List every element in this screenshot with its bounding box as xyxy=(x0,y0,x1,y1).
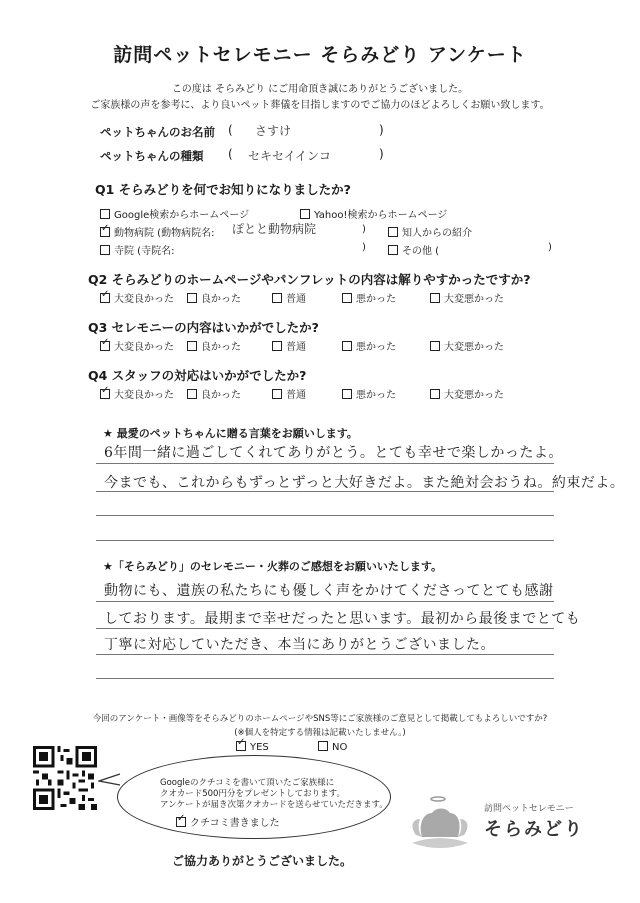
q4-option-label: 悪かった xyxy=(356,390,396,401)
q1-temple-close: ) xyxy=(362,242,366,253)
checkbox-icon[interactable] xyxy=(342,341,352,351)
pet-angel-logo-icon xyxy=(408,793,472,853)
consent-note: (※個人を特定する情報は記載いたしません。) xyxy=(234,728,406,738)
q3-option-very-good[interactable] xyxy=(100,338,174,353)
pet-type-value[interactable]: セキセイインコ xyxy=(248,149,332,163)
writing-line xyxy=(96,463,554,464)
bubble-line-2: クオカード500円分をプレゼントしております。 xyxy=(160,789,345,799)
q2-option-label: 悪かった xyxy=(356,294,396,305)
checkbox-icon[interactable] xyxy=(187,341,197,351)
q1-option-other[interactable] xyxy=(388,242,439,257)
logo-subtitle: 訪問ペットセレモニー xyxy=(484,804,574,814)
q1-hospital-close: ) xyxy=(362,224,366,235)
checkbox-icon[interactable] xyxy=(388,245,398,255)
q2-question: Q2 そらみどりのホームページやパンフレットの内容は解りやすかったですか? xyxy=(88,272,531,287)
q3-option-good[interactable] xyxy=(187,338,241,353)
writing-line xyxy=(96,601,554,602)
checked-checkbox-icon[interactable] xyxy=(100,389,110,399)
checked-checkbox-icon[interactable] xyxy=(100,293,110,303)
pet-name-paren-open: ( xyxy=(228,123,233,137)
checkbox-icon[interactable] xyxy=(388,227,398,237)
checkbox-icon[interactable] xyxy=(272,293,282,303)
logo-name: そらみどり xyxy=(484,819,584,840)
q2-option-very-bad[interactable] xyxy=(430,290,504,305)
consent-no[interactable] xyxy=(318,741,347,753)
pet-type-label: ペットちゃんの種類 xyxy=(100,149,204,163)
pet-name-value[interactable]: さすけ xyxy=(255,124,292,138)
q4-option-normal[interactable] xyxy=(272,386,306,401)
q2-option-good[interactable] xyxy=(187,290,241,305)
bubble-line-1: Googleのクチコミを書いて頂いたご家族様に xyxy=(160,778,335,788)
q1-option-temple[interactable] xyxy=(100,242,174,257)
checkbox-icon[interactable] xyxy=(272,341,282,351)
checkbox-icon[interactable] xyxy=(100,209,110,219)
q4-option-good[interactable] xyxy=(187,386,241,401)
q1-other-close: ) xyxy=(548,242,552,253)
q1-option-google-label: Google検索からホームページ xyxy=(114,210,250,221)
q1-option-friend-label: 知人からの紹介 xyxy=(402,228,472,239)
pet-name-paren-close: ) xyxy=(379,123,384,137)
q1-option-yahoo-label: Yahoo!検索からホームページ xyxy=(314,210,448,221)
checkbox-icon[interactable] xyxy=(318,741,328,751)
q2-option-bad[interactable] xyxy=(342,290,396,305)
q3-option-label: 普通 xyxy=(286,342,306,353)
pet-name-label: ペットちゃんのお名前 xyxy=(100,125,215,139)
page-title: 訪問ペットセレモニー そらみどり アンケート xyxy=(113,44,527,66)
q4-option-very-good[interactable] xyxy=(100,386,174,401)
q3-option-bad[interactable] xyxy=(342,338,396,353)
q1-hospital-value[interactable]: ぽとと動物病院 xyxy=(232,222,317,236)
q1-question: Q1 そらみどりを何でお知りになりましたか? xyxy=(95,182,351,197)
q1-option-other-label: その他 ( xyxy=(402,246,440,257)
q4-option-label: 大変良かった xyxy=(114,390,174,401)
pet-type-paren-close: ) xyxy=(379,147,384,161)
impression-heading: ★「そらみどり」のセレモニー・火葬のご感想をお願いいたします。 xyxy=(103,560,442,573)
checkbox-icon[interactable] xyxy=(430,293,440,303)
impression-line-2[interactable]: しております。最期まで幸せだったと思います。最初から最後までとても xyxy=(104,611,581,627)
q2-option-label: 大変良かった xyxy=(114,294,174,305)
checked-checkbox-icon[interactable] xyxy=(100,341,110,351)
pet-type-paren-open: ( xyxy=(228,147,233,161)
qr-code-icon[interactable] xyxy=(33,746,97,810)
q1-option-hospital-label: 動物病院 (動物病院名: xyxy=(114,228,215,239)
review-check-label: クチコミ書きました xyxy=(190,818,280,829)
q2-option-very-good[interactable] xyxy=(100,290,174,305)
intro-line-1: この度は そらみどり にご用命頂き誠にありがとうございました。 xyxy=(171,84,469,95)
checkbox-icon[interactable] xyxy=(430,389,440,399)
q2-option-label: 普通 xyxy=(286,294,306,305)
q1-option-temple-label: 寺院 (寺院名: xyxy=(114,246,175,257)
q3-option-label: 悪かった xyxy=(356,342,396,353)
q1-option-google[interactable] xyxy=(100,206,249,221)
checkbox-icon[interactable] xyxy=(272,389,282,399)
q4-option-label: 良かった xyxy=(201,390,241,401)
review-check[interactable] xyxy=(176,814,280,829)
q3-option-label: 良かった xyxy=(201,342,241,353)
impression-line-3[interactable]: 丁寧に対応していただき、本当にありがとうございました。 xyxy=(104,637,495,653)
q4-option-very-bad[interactable] xyxy=(430,386,504,401)
writing-line xyxy=(96,491,554,492)
checkbox-icon[interactable] xyxy=(300,209,310,219)
checkbox-icon[interactable] xyxy=(342,389,352,399)
message-line-1[interactable]: 6年間一緒に過ごしてくれてありがとう。とても幸せで楽しかったよ。 xyxy=(104,445,563,461)
q3-option-label: 大変悪かった xyxy=(444,342,504,353)
q3-option-normal[interactable] xyxy=(272,338,306,353)
bubble-line-3: アンケートが届き次第クオカードを送らせていただきます。 xyxy=(160,800,388,810)
writing-line xyxy=(96,515,554,516)
checked-checkbox-icon[interactable] xyxy=(176,817,186,827)
checkbox-icon[interactable] xyxy=(430,341,440,351)
q4-option-bad[interactable] xyxy=(342,386,396,401)
q2-option-label: 良かった xyxy=(201,294,241,305)
q4-option-label: 大変悪かった xyxy=(444,390,504,401)
q3-question: Q3 セレモニーの内容はいかがでしたか? xyxy=(88,320,319,335)
checkbox-icon[interactable] xyxy=(187,293,197,303)
consent-yes-label: YES xyxy=(250,742,269,753)
checkbox-icon[interactable] xyxy=(342,293,352,303)
q2-option-label: 大変悪かった xyxy=(444,294,504,305)
q3-option-label: 大変良かった xyxy=(114,342,174,353)
q4-option-label: 普通 xyxy=(286,390,306,401)
checkbox-icon[interactable] xyxy=(100,245,110,255)
q4-question: Q4 スタッフの対応はいかがでしたか? xyxy=(88,368,307,383)
q2-option-normal[interactable] xyxy=(272,290,306,305)
writing-line xyxy=(96,654,554,655)
consent-question: 今回のアンケート・画像等をそらみどりのホームページやSNS等にご家族様のご意見として掲載してもよろしいですか? xyxy=(92,714,548,724)
checked-checkbox-icon[interactable] xyxy=(100,227,110,237)
message-heading: ★ 最愛のペットちゃんに贈る言葉をお願いします。 xyxy=(103,427,358,440)
q1-option-friend[interactable] xyxy=(388,224,472,239)
intro-line-2: ご家族様の声を参考に、より良いペット葬儀を目指しますのでご協力のほどよろしくお願い致します。 xyxy=(90,100,550,111)
q1-option-yahoo[interactable] xyxy=(300,206,447,221)
consent-yes[interactable] xyxy=(236,741,269,753)
checkbox-icon[interactable] xyxy=(187,389,197,399)
writing-line xyxy=(96,540,554,541)
message-line-2[interactable]: 今までも、これからもずっとずっと大好きだよ。また絶対会おうね。約束だよ。 xyxy=(104,475,625,491)
impression-line-1[interactable]: 動物にも、遺族の私たちにも優しく声をかけてくださってとても感謝 xyxy=(104,583,554,599)
writing-line xyxy=(96,678,554,679)
consent-no-label: NO xyxy=(332,742,348,753)
writing-line xyxy=(96,628,554,629)
checked-checkbox-icon[interactable] xyxy=(236,741,246,751)
bubble-tail-icon xyxy=(98,772,122,788)
q3-option-very-bad[interactable] xyxy=(430,338,504,353)
q1-option-hospital[interactable] xyxy=(100,224,214,239)
footer-thanks: ご協力ありがとうございました。 xyxy=(172,854,353,868)
